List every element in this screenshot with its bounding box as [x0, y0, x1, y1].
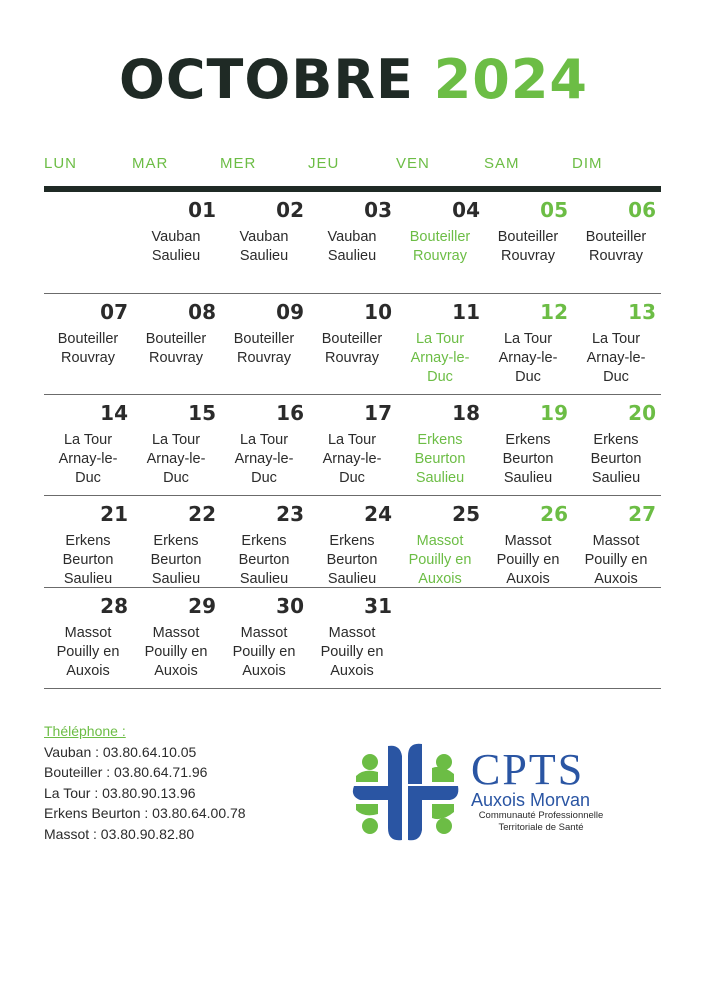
- calendar-day-cell: [308, 395, 396, 496]
- day-number: 15: [188, 401, 216, 425]
- on-duty-pharmacy: [44, 624, 132, 681]
- on-duty-line: La Tour: [239, 432, 289, 448]
- on-duty-line: Bouteiller: [585, 229, 647, 245]
- on-duty-line: Erkens: [417, 432, 463, 448]
- on-duty-line: Saulieu: [591, 470, 641, 486]
- on-duty-pharmacy: [132, 330, 220, 368]
- on-duty-line: Vauban: [239, 229, 289, 245]
- on-duty-line: Rouvray: [149, 350, 203, 366]
- on-duty-pharmacy: [132, 532, 220, 589]
- day-number: 29: [188, 594, 216, 618]
- on-duty-line: Bouteiller: [233, 331, 295, 347]
- on-duty-line: Duc: [603, 369, 629, 385]
- on-duty-line: Erkens: [593, 432, 639, 448]
- on-duty-line: Rouvray: [589, 248, 643, 264]
- on-duty-line: La Tour: [327, 432, 377, 448]
- day-number: 20: [628, 401, 656, 425]
- title-year: 2024: [433, 48, 588, 111]
- on-duty-pharmacy: [44, 532, 132, 589]
- on-duty-line: Bouteiller: [145, 331, 207, 347]
- calendar-week-row: [44, 496, 661, 588]
- on-duty-line: Arnay-le-: [498, 350, 558, 366]
- calendar-day-cell: [220, 395, 308, 496]
- logo-name: CPTS: [471, 745, 585, 794]
- weekday-label: VEN: [396, 155, 430, 172]
- phone-entry: La Tour : 03.80.90.13.96: [44, 784, 196, 801]
- weekday-label: DIM: [572, 155, 603, 172]
- on-duty-line: Bouteiller: [321, 331, 383, 347]
- on-duty-line: Beurton: [238, 552, 290, 568]
- on-duty-line: Auxois: [506, 571, 550, 587]
- calendar-day-cell: [396, 395, 484, 496]
- calendar-day-cell: [308, 192, 396, 294]
- calendar-day-cell: [132, 294, 220, 395]
- calendar-day-cell: [44, 294, 132, 395]
- on-duty-line: Duc: [251, 470, 277, 486]
- row-divider: [44, 688, 661, 689]
- on-duty-pharmacy: [572, 330, 660, 387]
- calendar-day-cell: [572, 395, 660, 496]
- weekday-label: MER: [220, 155, 257, 172]
- on-duty-line: Massot: [504, 533, 552, 549]
- calendar-week-row: [44, 192, 661, 294]
- on-duty-line: Rouvray: [413, 248, 467, 264]
- day-number: 23: [276, 502, 304, 526]
- on-duty-line: Bouteiller: [497, 229, 559, 245]
- calendar-day-cell: [44, 496, 132, 588]
- day-number: 10: [364, 300, 392, 324]
- on-duty-line: Erkens: [329, 533, 375, 549]
- on-duty-line: Pouilly en: [496, 552, 560, 568]
- on-duty-pharmacy: [484, 228, 572, 266]
- calendar-day-cell: [396, 496, 484, 588]
- on-duty-line: Duc: [163, 470, 189, 486]
- weekday-label: JEU: [308, 155, 340, 172]
- calendar-week-row: [44, 294, 661, 395]
- on-duty-line: Saulieu: [415, 470, 465, 486]
- on-duty-line: Arnay-le-: [146, 451, 206, 467]
- phone-entry: Massot : 03.80.90.82.80: [44, 825, 195, 842]
- day-number: 03: [364, 198, 392, 222]
- weekday-label: SAM: [484, 155, 520, 172]
- calendar-day-cell: [396, 294, 484, 395]
- on-duty-line: Pouilly en: [584, 552, 648, 568]
- on-duty-line: Auxois: [330, 663, 374, 679]
- calendar-day-cell: [572, 294, 660, 395]
- day-number: 14: [100, 401, 128, 425]
- day-number: 13: [628, 300, 656, 324]
- on-duty-line: Duc: [75, 470, 101, 486]
- day-number: 16: [276, 401, 304, 425]
- on-duty-pharmacy: [44, 330, 132, 368]
- calendar-day-cell: [308, 496, 396, 588]
- on-duty-pharmacy: [308, 228, 396, 266]
- day-number: 27: [628, 502, 656, 526]
- on-duty-line: Duc: [427, 369, 453, 385]
- day-number: 01: [188, 198, 216, 222]
- on-duty-line: La Tour: [151, 432, 201, 448]
- on-duty-line: Massot: [240, 625, 288, 641]
- on-duty-line: Arnay-le-: [234, 451, 294, 467]
- on-duty-line: Beurton: [502, 451, 554, 467]
- on-duty-line: Erkens: [65, 533, 111, 549]
- on-duty-pharmacy: [132, 228, 220, 266]
- calendar-day-cell: [484, 496, 572, 588]
- calendar-week-row: [44, 588, 661, 689]
- on-duty-line: Beurton: [326, 552, 378, 568]
- calendar-week-row: [44, 395, 661, 496]
- calendar-day-cell: [132, 192, 220, 294]
- on-duty-line: Massot: [152, 625, 200, 641]
- calendar-day-cell: [220, 294, 308, 395]
- on-duty-line: Bouteiller: [57, 331, 119, 347]
- on-duty-line: Rouvray: [325, 350, 379, 366]
- on-duty-pharmacy: [308, 624, 396, 681]
- calendar-day-cell: [132, 395, 220, 496]
- on-duty-line: Saulieu: [63, 571, 113, 587]
- on-duty-line: Bouteiller: [409, 229, 471, 245]
- phone-heading: Théléphone :: [44, 723, 126, 739]
- on-duty-line: Auxois: [594, 571, 638, 587]
- on-duty-line: Arnay-le-: [322, 451, 382, 467]
- on-duty-line: Pouilly en: [232, 644, 296, 660]
- on-duty-line: Pouilly en: [56, 644, 120, 660]
- on-duty-line: Rouvray: [237, 350, 291, 366]
- calendar-day-cell: [572, 192, 660, 294]
- phone-entry: Vauban : 03.80.64.10.05: [44, 743, 197, 760]
- on-duty-pharmacy: [484, 431, 572, 488]
- on-duty-line: Pouilly en: [144, 644, 208, 660]
- on-duty-line: Erkens: [153, 533, 199, 549]
- day-number: 31: [364, 594, 392, 618]
- on-duty-pharmacy: [220, 624, 308, 681]
- day-number: 19: [540, 401, 568, 425]
- day-number: 28: [100, 594, 128, 618]
- on-duty-pharmacy: [220, 532, 308, 589]
- day-number: 12: [540, 300, 568, 324]
- day-number: 18: [452, 401, 480, 425]
- on-duty-line: Arnay-le-: [58, 451, 118, 467]
- on-duty-line: Massot: [592, 533, 640, 549]
- on-duty-line: Auxois: [154, 663, 198, 679]
- calendar-day-cell: [396, 192, 484, 294]
- logo-region: Auxois Morvan: [471, 790, 591, 810]
- on-duty-line: Saulieu: [327, 248, 377, 264]
- phone-entry: Erkens Beurton : 03.80.64.00.78: [44, 805, 246, 821]
- weekday-label: MAR: [132, 155, 169, 172]
- on-duty-line: Beurton: [414, 451, 466, 467]
- on-duty-line: Erkens: [241, 533, 287, 549]
- calendar-day-cell: [44, 588, 132, 689]
- day-number: 06: [628, 198, 656, 222]
- on-duty-line: Auxois: [242, 663, 286, 679]
- on-duty-line: Saulieu: [327, 571, 377, 587]
- day-number: 09: [276, 300, 304, 324]
- calendar-day-cell: [220, 588, 308, 689]
- calendar-day-cell: [572, 496, 660, 588]
- on-duty-line: Pouilly en: [408, 552, 472, 568]
- weekday-header: [44, 155, 664, 175]
- on-duty-pharmacy: [396, 330, 484, 387]
- title-month: OCTOBRE: [118, 48, 414, 111]
- on-duty-pharmacy: [308, 532, 396, 589]
- on-duty-line: La Tour: [591, 331, 641, 347]
- on-duty-pharmacy: [484, 330, 572, 387]
- on-duty-line: La Tour: [415, 331, 465, 347]
- day-number: 26: [540, 502, 568, 526]
- on-duty-line: Beurton: [150, 552, 202, 568]
- on-duty-line: Rouvray: [61, 350, 115, 366]
- on-duty-line: Auxois: [66, 663, 110, 679]
- calendar-day-cell: [484, 192, 572, 294]
- day-number: 11: [452, 300, 480, 324]
- day-number: 07: [100, 300, 128, 324]
- calendar-day-cell: [308, 294, 396, 395]
- calendar-day-cell: [484, 294, 572, 395]
- page-title: [0, 48, 707, 111]
- on-duty-pharmacy: [132, 624, 220, 681]
- weekday-label: LUN: [44, 155, 78, 172]
- on-duty-pharmacy: [308, 330, 396, 368]
- on-duty-pharmacy: [220, 330, 308, 368]
- calendar-day-cell: [132, 496, 220, 588]
- day-number: 22: [188, 502, 216, 526]
- calendar-day-cell: [220, 496, 308, 588]
- on-duty-pharmacy: [220, 228, 308, 266]
- on-duty-line: Saulieu: [239, 248, 289, 264]
- calendar-day-cell: [484, 395, 572, 496]
- on-duty-line: Rouvray: [501, 248, 555, 264]
- on-duty-line: Beurton: [590, 451, 642, 467]
- on-duty-line: Saulieu: [151, 248, 201, 264]
- on-duty-pharmacy: [396, 431, 484, 488]
- day-number: 04: [452, 198, 480, 222]
- day-number: 17: [364, 401, 392, 425]
- day-number: 08: [188, 300, 216, 324]
- on-duty-line: Vauban: [327, 229, 377, 245]
- logo-tagline-2: Territoriale de Santé: [498, 822, 584, 833]
- on-duty-line: La Tour: [503, 331, 553, 347]
- on-duty-line: Saulieu: [151, 571, 201, 587]
- day-number: 02: [276, 198, 304, 222]
- on-duty-line: Saulieu: [503, 470, 553, 486]
- day-number: 21: [100, 502, 128, 526]
- on-duty-line: Massot: [416, 533, 464, 549]
- calendar-day-cell: [308, 588, 396, 689]
- on-duty-pharmacy: [572, 431, 660, 488]
- day-number: 25: [452, 502, 480, 526]
- on-duty-line: Duc: [515, 369, 541, 385]
- on-duty-line: La Tour: [63, 432, 113, 448]
- on-duty-line: Beurton: [62, 552, 114, 568]
- phone-entry: Bouteiller : 03.80.64.71.96: [44, 764, 208, 780]
- on-duty-pharmacy: [396, 532, 484, 589]
- on-duty-line: Duc: [339, 470, 365, 486]
- on-duty-pharmacy: [572, 532, 660, 589]
- day-number: 30: [276, 594, 304, 618]
- on-duty-line: Erkens: [505, 432, 551, 448]
- on-duty-line: Vauban: [151, 229, 201, 245]
- on-duty-line: Saulieu: [239, 571, 289, 587]
- calendar-day-cell: [220, 192, 308, 294]
- cpts-logo-icon: [348, 738, 468, 848]
- on-duty-pharmacy: [220, 431, 308, 488]
- on-duty-line: Massot: [328, 625, 376, 641]
- cpts-logo-text: [471, 745, 611, 834]
- on-duty-pharmacy: [396, 228, 484, 266]
- on-duty-line: Auxois: [418, 571, 462, 587]
- on-duty-line: Arnay-le-: [410, 350, 470, 366]
- on-duty-pharmacy: [44, 431, 132, 488]
- on-duty-pharmacy: [572, 228, 660, 266]
- on-duty-line: Pouilly en: [320, 644, 384, 660]
- calendar-day-cell: [44, 395, 132, 496]
- day-number: 24: [364, 502, 392, 526]
- calendar-day-cell: [132, 588, 220, 689]
- phone-list: [44, 721, 246, 844]
- on-duty-line: Massot: [64, 625, 112, 641]
- logo-tagline-1: Communauté Professionnelle: [478, 810, 604, 821]
- on-duty-pharmacy: [132, 431, 220, 488]
- day-number: 05: [540, 198, 568, 222]
- on-duty-pharmacy: [308, 431, 396, 488]
- on-duty-pharmacy: [484, 532, 572, 589]
- on-duty-line: Arnay-le-: [586, 350, 646, 366]
